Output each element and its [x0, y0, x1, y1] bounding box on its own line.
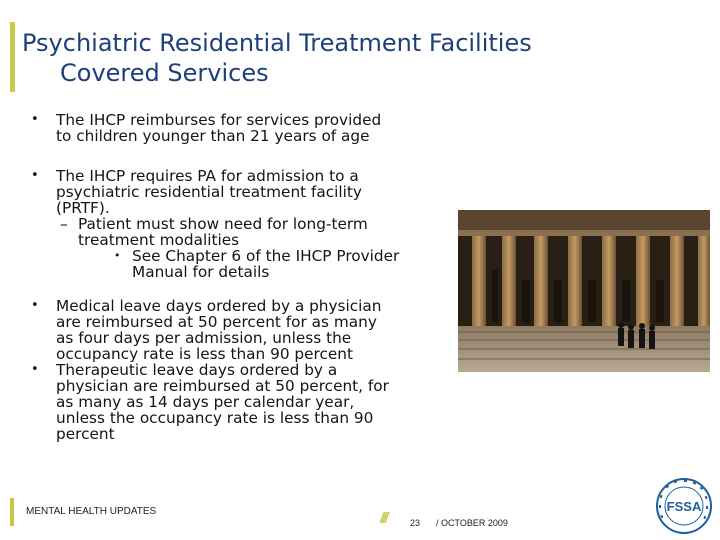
bullet-dot: •	[31, 168, 39, 183]
bullet-ihcp-requires-pa	[22, 168, 462, 216]
footer-slashes: ///	[380, 510, 387, 527]
bullet-list	[22, 112, 462, 442]
footer-date: / OCTOBER 2009	[436, 518, 508, 528]
title-accent-bar	[10, 22, 15, 92]
bullet-line: as four days per admission, unless the	[56, 329, 352, 347]
bullet-dot: •	[31, 298, 39, 313]
bullet-line: occupancy rate is less than 90 percent	[56, 345, 353, 363]
bullet-line: to children younger than 21 years of age	[56, 127, 370, 145]
logo-initials: FSSA	[666, 499, 702, 514]
bullet-line: psychiatric residential treatment facility	[56, 183, 362, 201]
bullet-therapeutic-leave	[22, 362, 462, 442]
bullet-dot: •	[31, 112, 39, 127]
bullet-line: unless the occupancy rate is less than 90	[56, 409, 374, 427]
bullet-line: Manual for details	[132, 263, 270, 281]
slide-title	[22, 28, 662, 88]
bullet-dot: •	[114, 249, 121, 262]
bullet-line: See Chapter 6 of the IHCP Provider	[132, 247, 400, 265]
footer-title: MENTAL HEALTH UPDATES	[26, 506, 157, 517]
bullet-line: Patient must show need for long-term	[78, 215, 368, 233]
footer-accent-bar	[10, 498, 14, 526]
bullet-line: are reimbursed at 50 percent for as many	[56, 313, 377, 331]
title-line-1: Psychiatric Residential Treatment Facilities	[22, 29, 532, 57]
sub-bullet-patient-need	[22, 216, 462, 248]
bullet-line: Medical leave days ordered by a physician	[56, 297, 382, 315]
bullet-ihcp-reimburses	[22, 112, 462, 144]
bullet-medical-leave	[22, 298, 462, 362]
bullet-dot: •	[31, 362, 39, 377]
courthouse-photo	[458, 210, 710, 372]
fssa-logo-icon	[654, 476, 714, 536]
bullet-line: Therapeutic leave days ordered by a	[56, 361, 338, 379]
bullet-line: treatment modalities	[78, 231, 240, 249]
title-line-2: Covered Services	[60, 59, 269, 87]
bullet-line: (PRTF).	[56, 199, 110, 217]
sub-sub-bullet-chapter-6	[22, 248, 462, 280]
bullet-line: physician are reimbursed at 50 percent, for	[56, 377, 389, 395]
bullet-line: The IHCP reimburses for services provided	[56, 111, 382, 129]
bullet-line: as many as 14 days per calendar year,	[56, 393, 355, 411]
page-number: 23	[410, 518, 421, 528]
bullet-line: percent	[56, 425, 115, 443]
bullet-line: The IHCP requires PA for admission to a	[56, 167, 359, 185]
dash-marker: –	[60, 215, 68, 233]
